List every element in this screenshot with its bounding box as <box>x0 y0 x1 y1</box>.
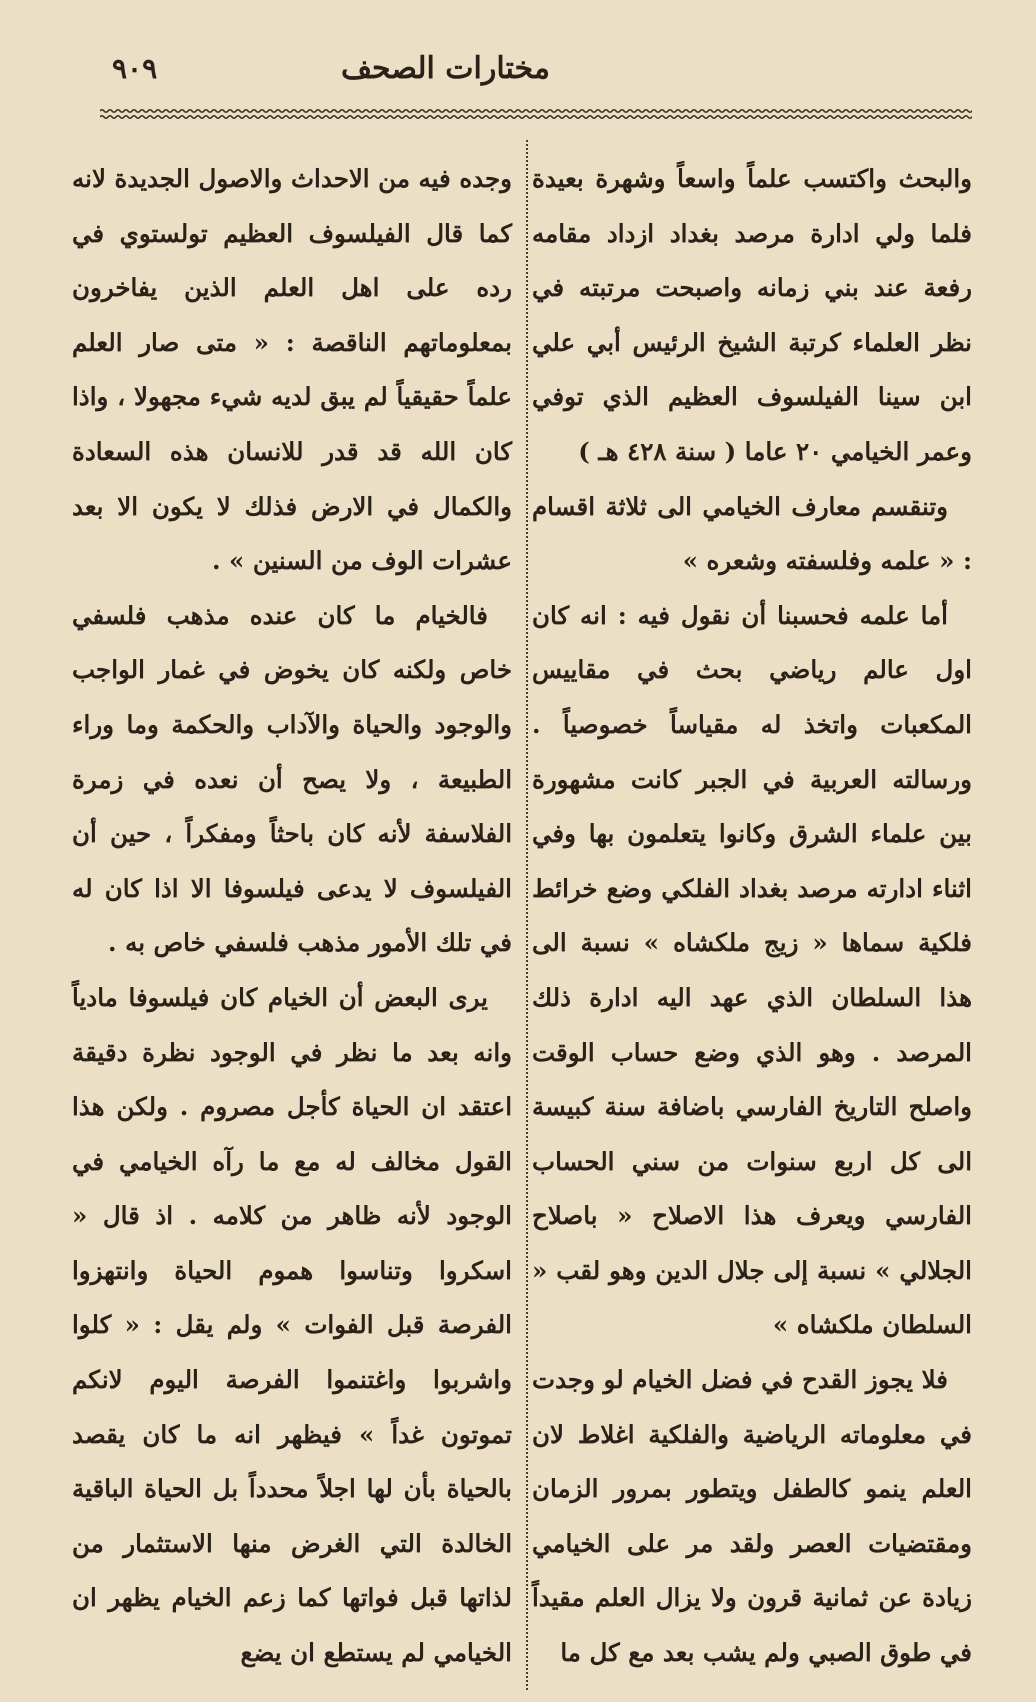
paragraph: يرى البعض أن الخيام كان فيلسوفا مادياً وانه بعد ما نظر في الوجود نظرة دقيقة اعتقد ان الحياة كأجل مصروم . ولكن هذا القول مخالف له مع ما رآه الخيامي في الوجود لأنه ظاهر من كلامه . اذ قال « اسكروا وتناسوا هموم الحياة وانتهزوا الفرصة قبل الفوات » ولم يقل : « كلوا واشربوا واغتنموا الفرصة اليوم لانكم تموتون غداً » فيظهر انه ما كان يقصد بالحياة بأن لها اجلاً محدداً بل الحياة الباقية الخالدة التي الغرض منها الاستثمار من لذاتها قبل فواتها كما زعم الخيام يظهر ان الخيامي لم يستطع ان يضع <box>72 982 512 1668</box>
page-number: ٩٠٩ <box>112 52 158 85</box>
paragraph: فلا يجوز القدح في فضل الخيام لو وجدت في معلوماته الرياضية والفلكية اغلاط لان العلم ينمو كالطفل ويتطور بمرور الزمان ومقتضيات العصر ولقد مر على الخيامي زيادة عن ثمانية قرون ولا يزال العلم مقيداً في طوق الصبي ولم يشب بعد مع كل ما <box>532 1365 972 1668</box>
paragraph: والبحث واكتسب علماً واسعاً وشهرة بعيدة فلما ولي ادارة مرصد بغداد ازداد مقامه رفعة عند بني زمانه واصبحت مرتبته في نظر العلماء كرتبة الشيخ الرئيس أبي علي ابن سينا الفيلسوف العظيم الذي توفي وعمر الخيامي ٢٠ عاما ( سنة ٤٢٨ هـ ) <box>532 164 972 466</box>
left-column <box>72 152 512 1681</box>
paragraph: وجده فيه من الاحداث والاصول الجديدة لانه كما قال الفيلسوف العظيم تولستوي في رده على اهل العلم الذين يفاخرون بمعلوماتهم الناقصة : « متى صار العلم علماً حقيقياً لم يبق لديه شيء مجهولا ، واذا كان الله قد قدر للانسان هذه السعادة والكمال في الارض فذلك لا يكون الا بعد عشرات الوف من السنين » . <box>72 164 512 576</box>
paragraph: فالخيام ما كان عنده مذهب فلسفي خاص ولكنه كان يخوض في غمار الواجب والوجود والحياة والآداب والحكمة وما وراء الطبيعة ، ولا يصح أن نعده في زمرة الفلاسفة لأنه كان باحثاً ومفكراً ، حين أن الفيلسوف لا يدعى فيلسوفا الا اذا كان له في تلك الأمور مذهب فلسفي خاص به . <box>72 600 512 958</box>
running-head <box>90 44 970 94</box>
right-column <box>532 152 972 1681</box>
paragraph: أما علمه فحسبنا أن نقول فيه : انه كان اول عالم رياضي بحث في مقاييس المكعبات واتخذ له مقياساً خصوصياً . ورسالته العربية في الجبر كانت مشهورة بين علماء الشرق وكانوا يتعلمون بها وفي اثناء ادارته مرصد بغداد الفلكي وضع خرائط فلكية سماها « زيج ملكشاه » نسبة الى هذا السلطان الذي عهد اليه ادارة ذلك المرصد . وهو الذي وضع حساب الوقت واصلح التاريخ الفارسي باضافة سنة كبيسة الى كل اربع سنوات من سني الحساب الفارسي ويعرف هذا الاصلاح « باصلاح الجلالي » نسبة إلى جلال الدين وهو لقب « السلطان ملكشاه » <box>532 600 972 1340</box>
column-divider <box>526 140 528 1690</box>
paragraph: وتنقسم معارف الخيامي الى ثلاثة اقسام : « علمه وفلسفته وشعره » <box>532 491 972 576</box>
wavy-rule-divider <box>100 106 972 122</box>
running-title: مختارات الصحف <box>340 51 550 86</box>
